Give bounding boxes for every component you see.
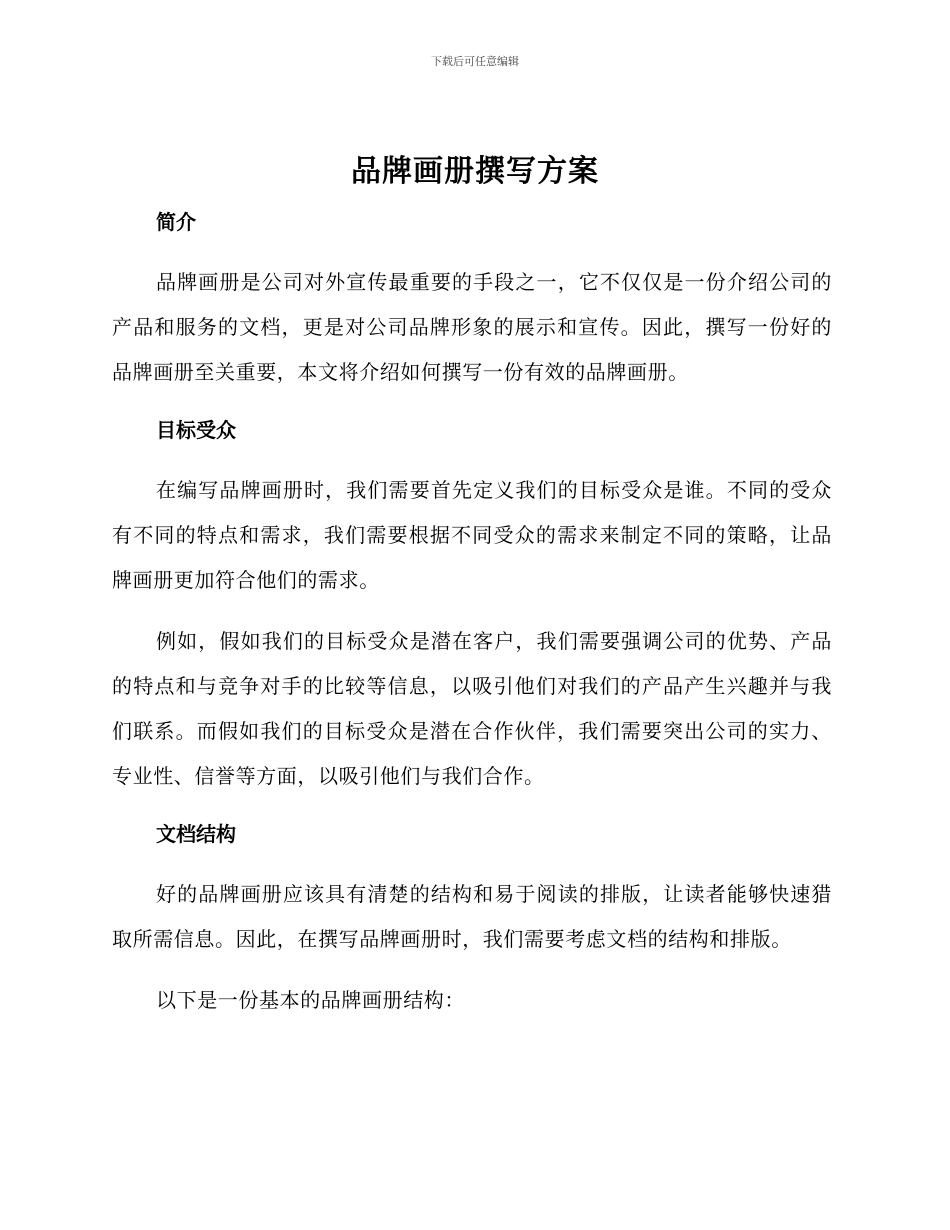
paragraph-intro: 品牌画册是公司对外宣传最重要的手段之一，它不仅仅是一份介绍公司的产品和服务的文档，更是对公司品牌形象的展示和宣传。因此，撰写一份好的品牌画册至关重要，本文将介绍如何撰写一份有效的品牌画册。 [112, 270, 832, 384]
paragraph-audience-2: 例如，假如我们的目标受众是潜在客户，我们需要强调公司的优势、产品的特点和与竞争对手的比较等信息，以吸引他们对我们的产品产生兴趣并与我们联系。而假如我们的目标受众是潜在合作伙伴，我们需要突出公司的实力、专业性、信誉等方面，以吸引他们与我们合作。 [112, 629, 832, 788]
section-heading-structure: 文档结构 [156, 822, 236, 846]
section-heading-intro: 简介 [156, 210, 196, 234]
paragraph-structure-1: 好的品牌画册应该具有清楚的结构和易于阅读的排版，让读者能够快速猎取所需信息。因此，在撰写品牌画册时，我们需要考虑文档的结构和排版。 [112, 882, 832, 951]
paragraph-audience-1: 在编写品牌画册时，我们需要首先定义我们的目标受众是谁。不同的受众有不同的特点和需求，我们需要根据不同受众的需求来制定不同的策略，让品牌画册更加符合他们的需求。 [112, 478, 832, 592]
paragraph-structure-2: 以下是一份基本的品牌画册结构： [156, 988, 465, 1012]
document-body [112, 203, 832, 1039]
section-heading-audience: 目标受众 [156, 418, 236, 442]
document-title: 品牌画册撰写方案 [351, 154, 599, 189]
header-note: 下载后可任意编辑 [431, 55, 519, 68]
